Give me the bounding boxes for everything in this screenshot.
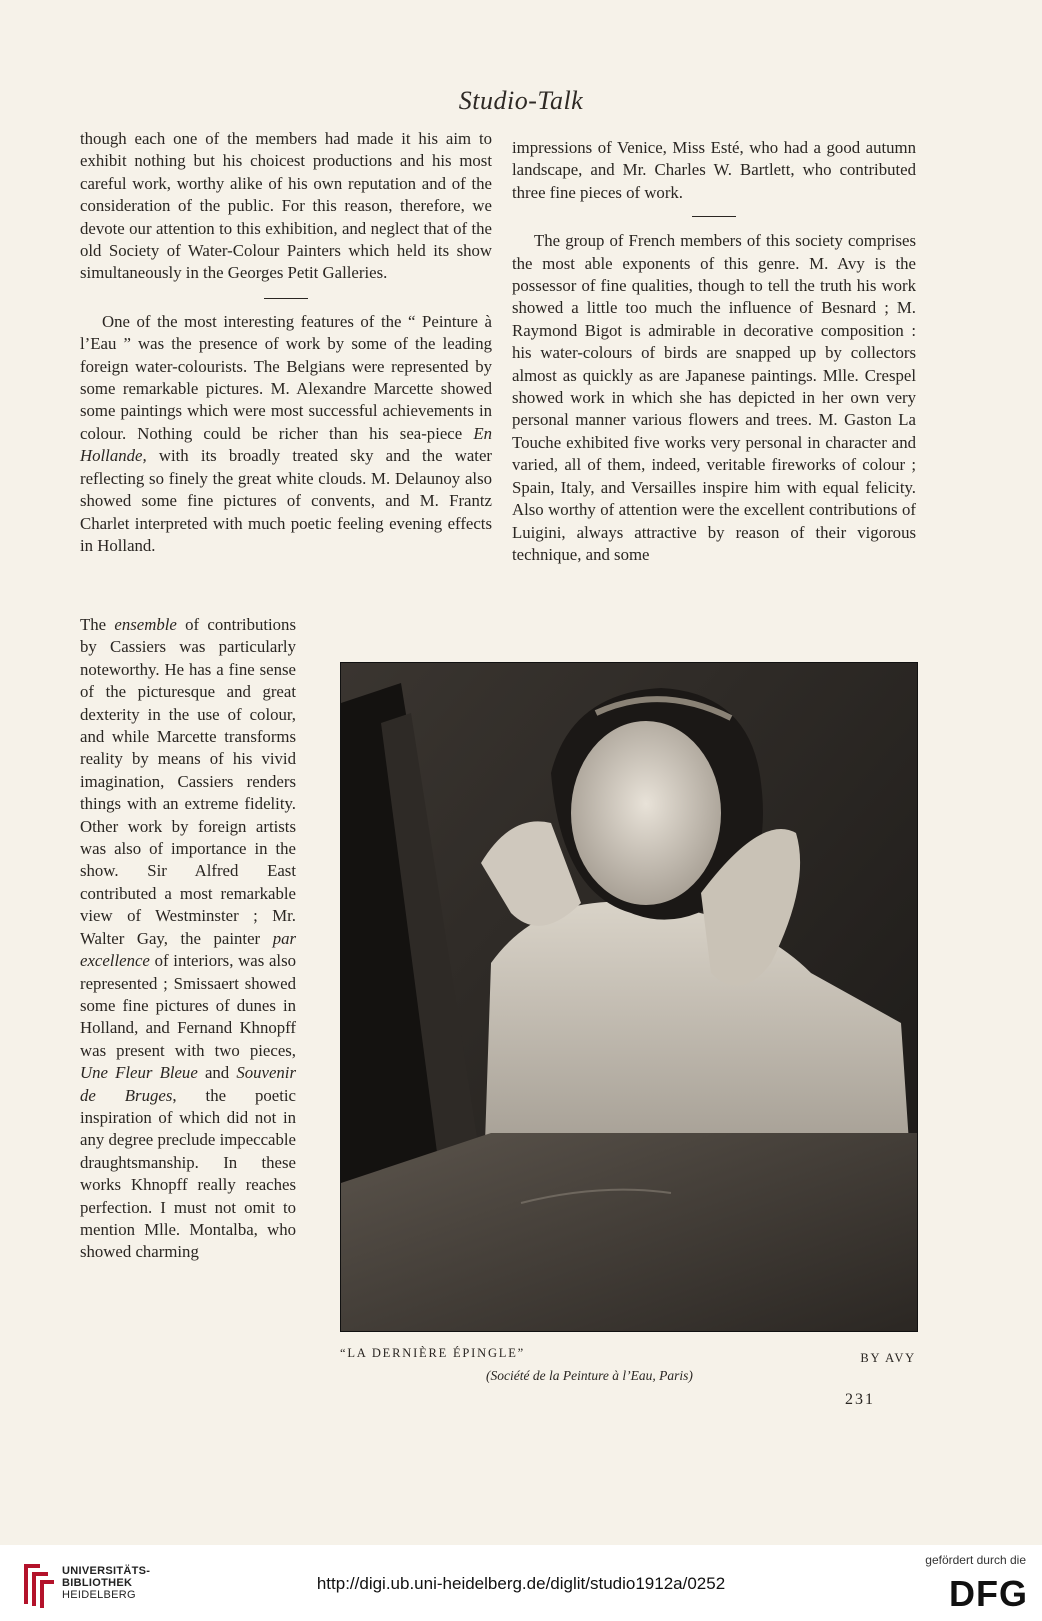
section-rule	[264, 298, 308, 299]
funded-by-label: gefördert durch die	[925, 1553, 1026, 1567]
plate-caption-source: (Société de la Peinture à l’Eau, Paris)	[486, 1368, 693, 1383]
left-column	[80, 128, 492, 557]
paragraph: One of the most interesting features of the “ Peinture à l’Eau ” was the presence of work by some of the leading foreign water-colourists. The Belgians were represented by some remarkable pictures. M. Alexandre Marcette showed some paintings which were most successful achievements in colour. Nothing could be richer than his sea-piece En Hollande, with its broadly treated sky and the water reflecting so finely the great white clouds. M. Delaunoy also showed some fine pictures of convents, and M. Frantz Charlet interpreted with much poetic feeling evening effects in Holland.	[80, 311, 492, 555]
dfg-logo: DFG	[949, 1573, 1028, 1614]
face-shape	[571, 721, 721, 905]
dressing-table	[341, 1133, 917, 1331]
painting-plate	[340, 662, 918, 1332]
portrait-illustration	[341, 663, 917, 1331]
plate-caption-artist: BY AVY	[860, 1351, 916, 1365]
paragraph: The ensemble of contributions by Cassiers was particularly noteworthy. He has a fine sense of the picturesque and great dexterity in the use of colour, and while Marcette transforms reality by means of his vivid imagination, Cassiers renders things with an extreme fidelity. Other work by foreign artists was also of importance in the show. Sir Alfred East contributed a most remarkable view of Westminster ; Mr. Walter Gay, the painter par excellence of interiors, was also represented ; Smissaert showed some fine pictures of dunes in Holland, and Fernand Khnopff was present with two pieces, Une Fleur Bleue and Souvenir de Bruges, the poetic inspiration of which did not in any degree preclude impeccable draughtsmanship. In these works Khnopff really reaches perfection. I must not omit to mention Mlle. Montalba, who showed charming	[80, 615, 297, 1262]
library-name: UNIVERSITÄTS- BIBLIOTHEK HEIDELBERG	[62, 1565, 151, 1601]
paragraph: The group of French members of this society comprises the most able exponents of this genre. M. Avy is the possessor of fine qualities, though to tell the truth his work showed a little too much the influence of Besnard ; M. Raymond Bigot is admirable in decorative composition : his water-colours of birds are snapped up by collectors almost as quickly as are Japanese paintings. Mlle. Crespel showed work in which she has depicted in her own very personal manner various flowers and trees. M. Gaston La Touche exhibited five works very personal in character and varied, all of them, indeed, veritable fireworks of colour ; Spain, Italy, and Versailles inspire him with equal felicity. Also worthy of attention were the excellent contributions of Luigini, always attractive by reason of their vigorous technique, and some	[512, 231, 916, 564]
running-header: Studio-Talk	[458, 86, 584, 115]
source-url-link[interactable]: http://digi.ub.uni-heidelberg.de/diglit/studio1912a/0252	[316, 1574, 726, 1593]
section-rule	[692, 216, 736, 217]
plate-caption-title: “LA DERNIÈRE ÉPINGLE”	[340, 1346, 525, 1360]
paragraph: though each one of the members had made it his aim to exhibit nothing but his choicest productions and his most careful work, worthy alike of his own reputation and of the consideration of the public. For this reason, therefore, we devote our attention to this exhibition, and neglect that of the old Society of Water-Colour Painters which held its show simultaneously in the Georges Petit Galleries.	[80, 129, 492, 283]
narrow-column	[80, 614, 296, 1264]
paragraph: impressions of Venice, Miss Esté, who had a good autumn landscape, and Mr. Charles W. Bartlett, who contributed three fine pieces of work.	[512, 138, 916, 202]
digitization-footer	[0, 1545, 1042, 1621]
right-column	[512, 137, 916, 566]
page-number: 231	[845, 1391, 875, 1408]
